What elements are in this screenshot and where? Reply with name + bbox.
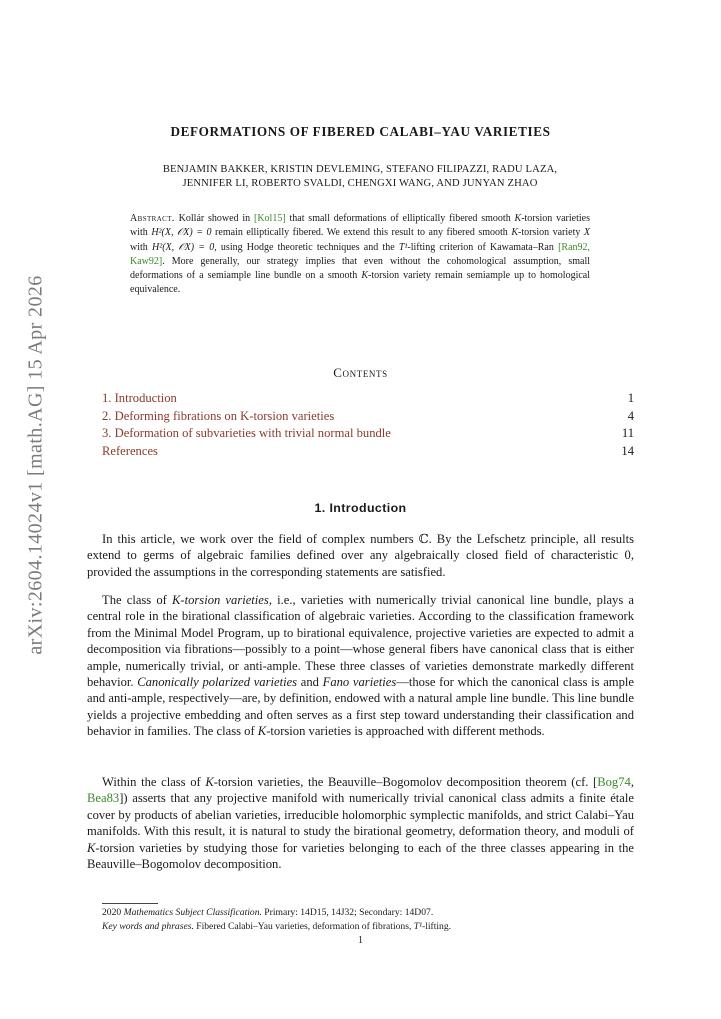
abstract-text: -torsion variety remain semiample up to homological equivalence. (130, 270, 590, 296)
abstract-text: , using Hodge theoretic techniques and the (214, 241, 399, 253)
footnote-keywords (102, 920, 632, 933)
paragraph-text: In this article, we work over the field of complex numbers ℂ. By the Lefschetz principle, all results extend to germs of algebraic families defined over any algebraically closed field of characteristic 0, provided the assumptions in the corresponding statements are satisfied. (87, 532, 634, 579)
author-line-1: BENJAMIN BAKKER, KRISTIN DEVLEMING, STEFANO FILIPAZZI, RADU LAZA, (162, 164, 558, 175)
paragraph-text: The class of (102, 593, 172, 607)
math-symbol: X (583, 227, 591, 239)
arxiv-identifier: arXiv:2604.14024v1 [math.AG] 15 Apr 2026 (24, 275, 47, 655)
abstract-text: -lifting criterion of Kawamata–Ran (407, 241, 559, 253)
toc-entry-page: 1 (627, 391, 634, 405)
abstract-text: Kollár showed in (174, 213, 254, 224)
abstract-text: -torsion variety (517, 227, 584, 239)
toc-entry[interactable] (102, 425, 634, 443)
citation-link[interactable]: Bog74 (597, 775, 631, 789)
footnote-rule (102, 903, 158, 904)
toc-entry-page: 14 (621, 443, 634, 458)
toc-entry-label[interactable]: 3. Deformation of subvarieties with trivial normal bundle (102, 426, 391, 440)
abstract-text: -torsion varieties with (130, 213, 590, 239)
toc-entry[interactable] (102, 390, 634, 408)
paragraph-text: and (297, 675, 323, 690)
abstract (130, 212, 590, 298)
math-symbol: K (257, 724, 267, 739)
toc-entry-label[interactable]: References (102, 443, 158, 458)
abstract-text: with (130, 241, 152, 253)
math-symbol: K (511, 227, 518, 239)
toc-entry[interactable] (102, 408, 634, 426)
paragraph-text: ]) asserts that any projective manifold with numerically trivial canonical class admits a finite étale cover by products of abelian varieties, irreducible holomorphic symplectic manifolds, and strict Calabi–Yau manifolds. With this result, it is natural to study the birational geometry, deformation theory, and moduli of (87, 791, 634, 839)
abstract-text: remain elliptically fibered. We extend this result to any fibered smooth (211, 227, 512, 239)
toc-entry-page: 11 (621, 426, 634, 440)
citation-link[interactable]: [Ran92, Kaw92] (130, 241, 591, 267)
emphasis: K-torsion varieties (172, 593, 269, 607)
footnote-emphasis: Mathematics Subject Classification. (123, 907, 262, 918)
toc-entry-label[interactable]: 2. Deforming fibrations on K-torsion varieties (102, 408, 335, 423)
footnote-text: Primary: 14D15, 14J32; Secondary: 14D07. (261, 907, 434, 918)
paragraph-text: —those for which the canonical class is ample and anti-ample, respectively—are, by definition, endowed with a natural ample line bundle. This line bundle yields a projective embedding and often serves as a first step toward understanding their classification and behavior in families. The class of (87, 675, 634, 739)
paragraph-text: -torsion varieties, the Beauville–Bogomolov decomposition theorem (cf. [ (213, 775, 598, 789)
contents-heading: Contents (333, 365, 388, 380)
paper-title: DEFORMATIONS OF FIBERED CALABI–YAU VARIETIES (170, 124, 551, 139)
math-expression: H²(X, 𝒪X) = 0 (151, 227, 212, 239)
footnote-text: -lifting. (421, 921, 452, 932)
paragraph-text: , (630, 775, 634, 789)
footnote-text: 2020 (102, 907, 124, 918)
footnote-msc (102, 906, 632, 919)
toc-entry[interactable] (102, 443, 634, 461)
page-number: 1 (358, 935, 363, 946)
author-line-2: JENNIFER LI, ROBERTO SVALDI, CHENGXI WANG, AND JUNYAN ZHAO (182, 178, 538, 189)
section-heading: 1. Introduction (314, 501, 407, 515)
citation-link[interactable]: [Kol15] (254, 213, 286, 224)
paragraph-text: -torsion varieties is approached with different methods. (266, 724, 545, 739)
abstract-label: Abstract. (130, 213, 175, 224)
math-symbol: K (361, 270, 369, 282)
emphasis: Canonically polarized varieties (137, 675, 298, 690)
abstract-text: that small deformations of elliptically fibered smooth (285, 213, 515, 224)
paragraph (87, 774, 634, 872)
table-of-contents (102, 390, 634, 460)
math-expression: T¹ (413, 921, 422, 932)
author-list (60, 163, 660, 191)
footnote-emphasis: Key words and phrases. (102, 921, 194, 932)
paragraph-text: , i.e., varieties with numerically trivial canonical line bundle, plays a central role in the birational classification of algebraic varieties. According to the classification framework from the Minimal Model Program, up to birational equivalence, projective varieties are expected to admit a decomposition via fibrations—possibly to a point—whose general fibers have canonical class that is either ample, numerically trivial, or anti-ample. These three classes of varieties demonstrate markedly different behavior. (87, 593, 634, 690)
abstract-text: . More generally, our strategy implies that even without the cohomological assumption, small deformations of a semiample line bundle on a smooth (130, 255, 590, 282)
emphasis: Fano varieties (322, 675, 397, 690)
math-symbol: K (87, 840, 96, 855)
paragraph-text: -torsion varieties by studying those for varieties belonging to each of the three classes appearing in the Beauville–Bogomolov decomposition. (87, 840, 634, 872)
toc-entry-label[interactable]: 1. Introduction (102, 391, 177, 405)
paragraph (87, 531, 634, 580)
paragraph (87, 592, 634, 740)
citation-link[interactable]: Bea83 (87, 791, 120, 806)
paragraph-text: Within the class of (102, 775, 206, 789)
math-expression: H²(X, 𝒪X) = 0 (151, 241, 215, 253)
math-expression: T¹ (398, 241, 408, 253)
math-symbol: K (514, 213, 522, 224)
toc-entry-page: 4 (627, 408, 634, 423)
footnote-text: Fibered Calabi–Yau varieties, deformation of fibrations, (193, 921, 414, 932)
math-symbol: K (205, 775, 214, 789)
